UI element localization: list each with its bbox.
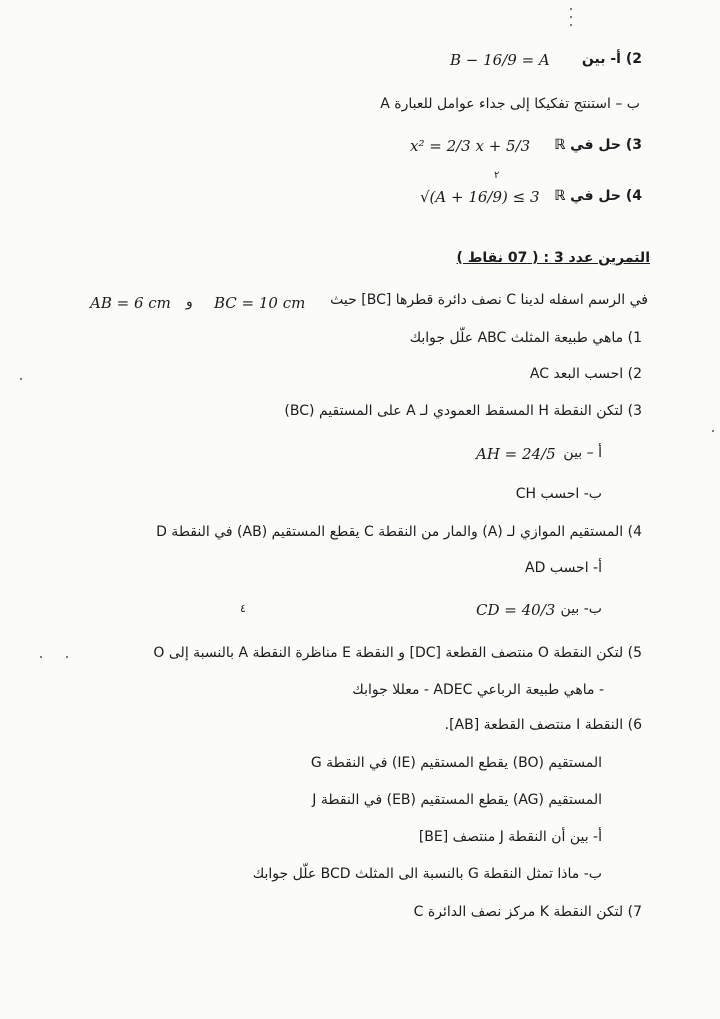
- exercise3-title: التمرين عدد 3 : ( 07 نقاط ): [456, 250, 650, 266]
- and-word: و: [186, 294, 193, 310]
- q5a-text: - ماهي طبيعة الرباعي ADEC - معللا جوابك: [352, 682, 604, 698]
- q6-line2: المستقيم (AG) يقطع المستقيم (EB) في النقطة J: [312, 792, 602, 808]
- q4b-margin-mark: ٤: [240, 602, 246, 615]
- q2-expression: B − 16/9 = A: [450, 51, 550, 69]
- q3b-text: ب- احسب CH: [515, 486, 602, 502]
- q6-text: 6) النقطة I منتصف القطعة [AB].: [444, 717, 642, 733]
- given-bc: BC = 10 cm: [214, 294, 306, 312]
- exercise3-intro: في الرسم اسفله لدينا C نصف دائرة قطرها [BC] حيث: [330, 292, 648, 308]
- scan-speck: [570, 16, 572, 18]
- q2-label: 2) أ- بين: [581, 51, 642, 67]
- q4a-text: أ- احسب AD: [525, 560, 602, 576]
- q4b-expression: CD = 40/3: [476, 601, 556, 619]
- q4-expression: √(A + 16/9) ≤ 3: [420, 188, 540, 206]
- scan-speck: [712, 430, 714, 432]
- q3-expression: x² = 2/3 x + 5/3: [410, 137, 531, 155]
- q3a-label: أ – بين: [563, 445, 602, 461]
- q4-margin-mark: ٢: [494, 170, 500, 181]
- scan-speck: [40, 656, 42, 658]
- q6b-text: ب- ماذا تمثل النقطة G بالنسبة الى المثلث BCD علّل جوابك: [252, 866, 602, 882]
- q2b-text: ب – استنتج تفكيكا إلى جداء عوامل للعبارة A: [380, 96, 640, 112]
- scan-speck: [20, 378, 22, 380]
- scan-speck: [570, 24, 572, 26]
- q6-line1: المستقيم (BO) يقطع المستقيم (IE) في النقطة G: [310, 755, 602, 771]
- q5-text: 5) لتكن النقطة O منتصف القطعة [DC] و النقطة E مناظرة النقطة A بالنسبة إلى O: [153, 645, 642, 661]
- q4-text: 4) المستقيم الموازي لـ (A) والمار من النقطة C يقطع المستقيم (AB) في النقطة D: [156, 524, 642, 540]
- q3-text: 3) لتكن النقطة H المسقط العمودي لـ A على المستقيم (BC): [284, 403, 642, 419]
- q4b-label: ب- بين: [560, 601, 602, 617]
- scan-speck: [570, 8, 572, 10]
- q6a-text: أ- بين أن النقطة J منتصف [BE]: [418, 829, 602, 845]
- q3-label: 3) حل في ℝ: [554, 137, 642, 153]
- q7-text: 7) لتكن النقطة K مركز نصف الدائرة C: [413, 904, 642, 920]
- q2-text: 2) احسب البعد AC: [529, 366, 642, 382]
- given-ab: AB = 6 cm: [90, 294, 171, 312]
- scan-speck: [66, 656, 68, 658]
- q3a-expression: AH = 24/5: [476, 445, 556, 463]
- q4-label: 4) حل في ℝ: [554, 188, 642, 204]
- q1-text: 1) ماهي طبيعة المثلث ABC علّل جوابك: [409, 330, 642, 346]
